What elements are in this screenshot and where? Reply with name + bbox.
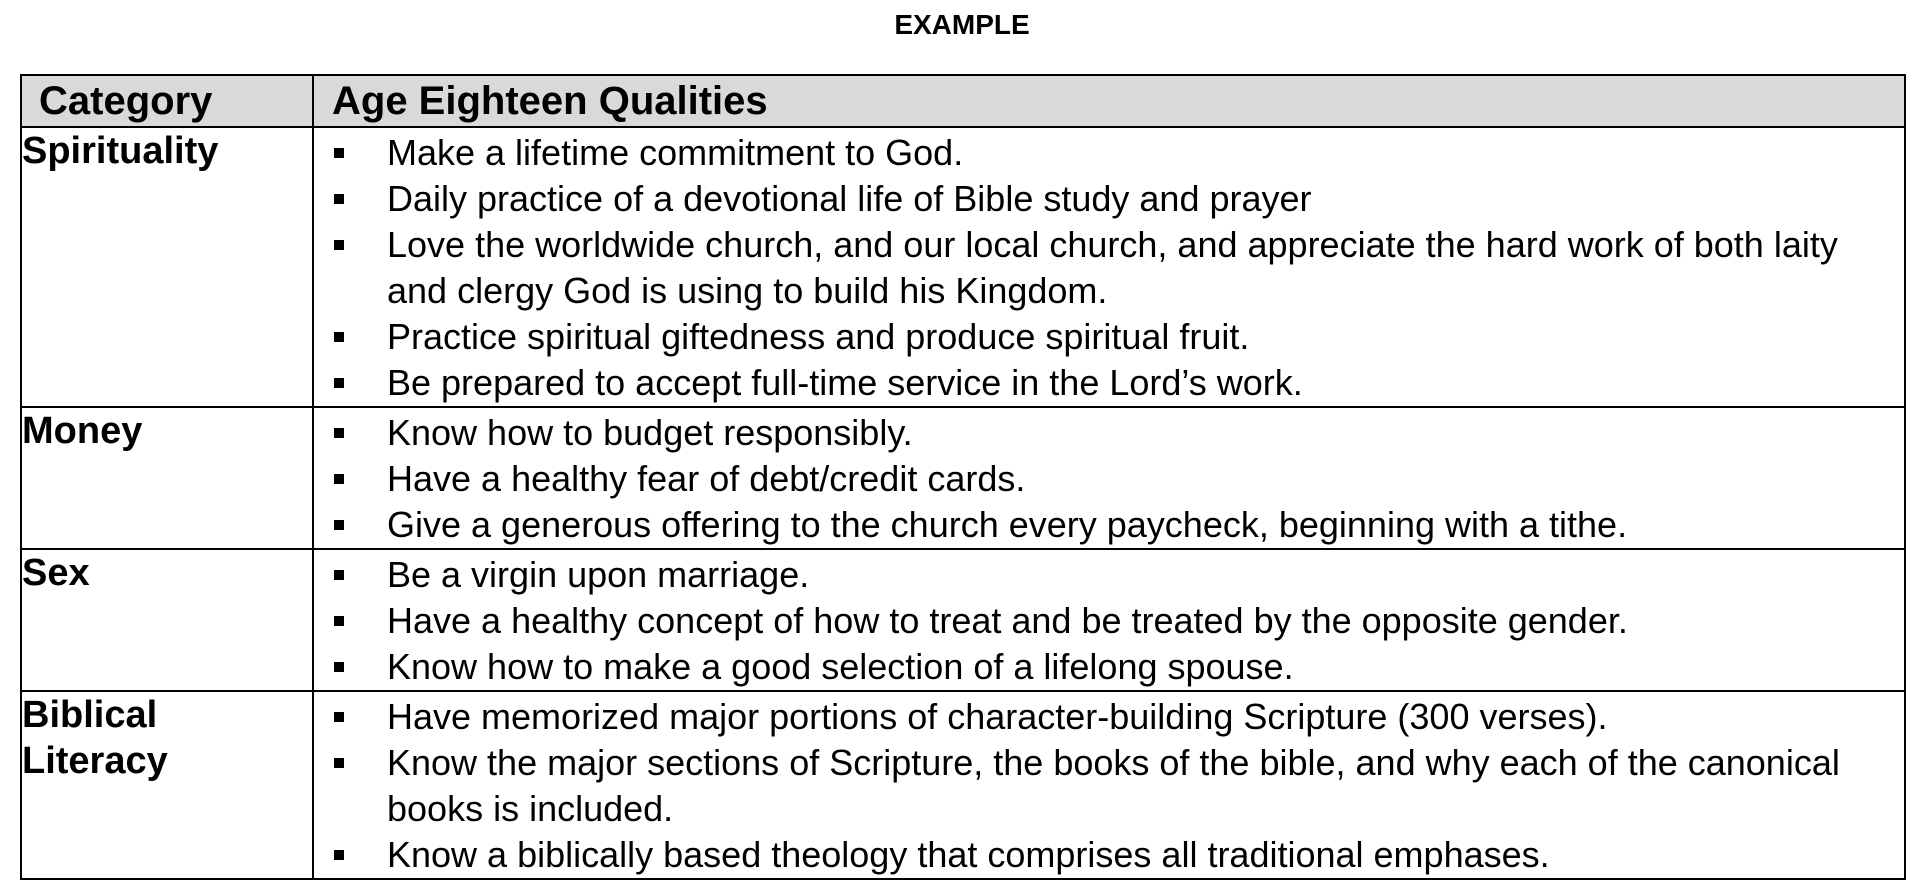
square-bullet-icon — [334, 850, 344, 860]
item-text: Have a healthy fear of debt/credit cards. — [387, 458, 1026, 499]
qualities-cell — [313, 549, 1905, 691]
qualities-list — [314, 550, 1904, 690]
table-row — [21, 407, 1905, 549]
square-bullet-icon — [334, 474, 344, 484]
square-bullet-icon — [334, 712, 344, 722]
list-item — [314, 552, 1904, 598]
square-bullet-icon — [334, 570, 344, 580]
item-text: Be prepared to accept full-time service in the Lord’s work. — [387, 362, 1303, 403]
table-row — [21, 127, 1905, 407]
item-text: Daily practice of a devotional life of Bible study and prayer — [387, 178, 1312, 219]
list-item — [314, 502, 1904, 548]
category-cell: Money — [21, 407, 313, 549]
square-bullet-icon — [334, 240, 344, 250]
square-bullet-icon — [334, 662, 344, 672]
square-bullet-icon — [334, 616, 344, 626]
qualities-cell — [313, 407, 1905, 549]
list-item — [314, 130, 1904, 176]
item-text: Know a biblically based theology that comprises all traditional emphases. — [387, 834, 1550, 875]
item-text: Make a lifetime commitment to God. — [387, 132, 964, 173]
square-bullet-icon — [334, 148, 344, 158]
square-bullet-icon — [334, 758, 344, 768]
item-text: Give a generous offering to the church every paycheck, beginning with a tithe. — [387, 504, 1628, 545]
item-text: Know how to budget responsibly. — [387, 412, 913, 453]
item-text: Know the major sections of Scripture, the books of the bible, and why each of the canonical books is included. — [387, 742, 1840, 829]
item-text: Have memorized major portions of character-building Scripture (300 verses). — [387, 696, 1608, 737]
qualities-list — [314, 408, 1904, 548]
qualities-cell — [313, 127, 1905, 407]
square-bullet-icon — [334, 428, 344, 438]
qualities-table — [20, 74, 1906, 880]
table-row — [21, 691, 1905, 879]
category-cell: Sex — [21, 549, 313, 691]
list-item — [314, 644, 1904, 690]
category-cell: Biblical Literacy — [21, 691, 313, 879]
list-item — [314, 694, 1904, 740]
table-row — [21, 549, 1905, 691]
category-cell: Spirituality — [21, 127, 313, 407]
list-item — [314, 360, 1904, 406]
item-text: Love the worldwide church, and our local church, and appreciate the hard work of both laity and clergy God is using to build his Kingdom. — [387, 224, 1838, 311]
square-bullet-icon — [334, 332, 344, 342]
list-item — [314, 456, 1904, 502]
list-item — [314, 410, 1904, 456]
column-header-qualities: Age Eighteen Qualities — [313, 75, 1905, 127]
item-text: Practice spiritual giftedness and produce spiritual fruit. — [387, 316, 1250, 357]
item-text: Know how to make a good selection of a lifelong spouse. — [387, 646, 1294, 687]
list-item — [314, 740, 1904, 832]
item-text: Be a virgin upon marriage. — [387, 554, 810, 595]
square-bullet-icon — [334, 378, 344, 388]
qualities-cell — [313, 691, 1905, 879]
square-bullet-icon — [334, 520, 344, 530]
qualities-list — [314, 128, 1904, 406]
list-item — [314, 222, 1904, 314]
table-header-row — [21, 75, 1905, 127]
list-item — [314, 598, 1904, 644]
list-item — [314, 176, 1904, 222]
qualities-list — [314, 692, 1904, 878]
column-header-category: Category — [21, 75, 313, 127]
list-item — [314, 832, 1904, 878]
list-item — [314, 314, 1904, 360]
square-bullet-icon — [334, 194, 344, 204]
page-heading: EXAMPLE — [894, 9, 1030, 40]
item-text: Have a healthy concept of how to treat and be treated by the opposite gender. — [387, 600, 1628, 641]
